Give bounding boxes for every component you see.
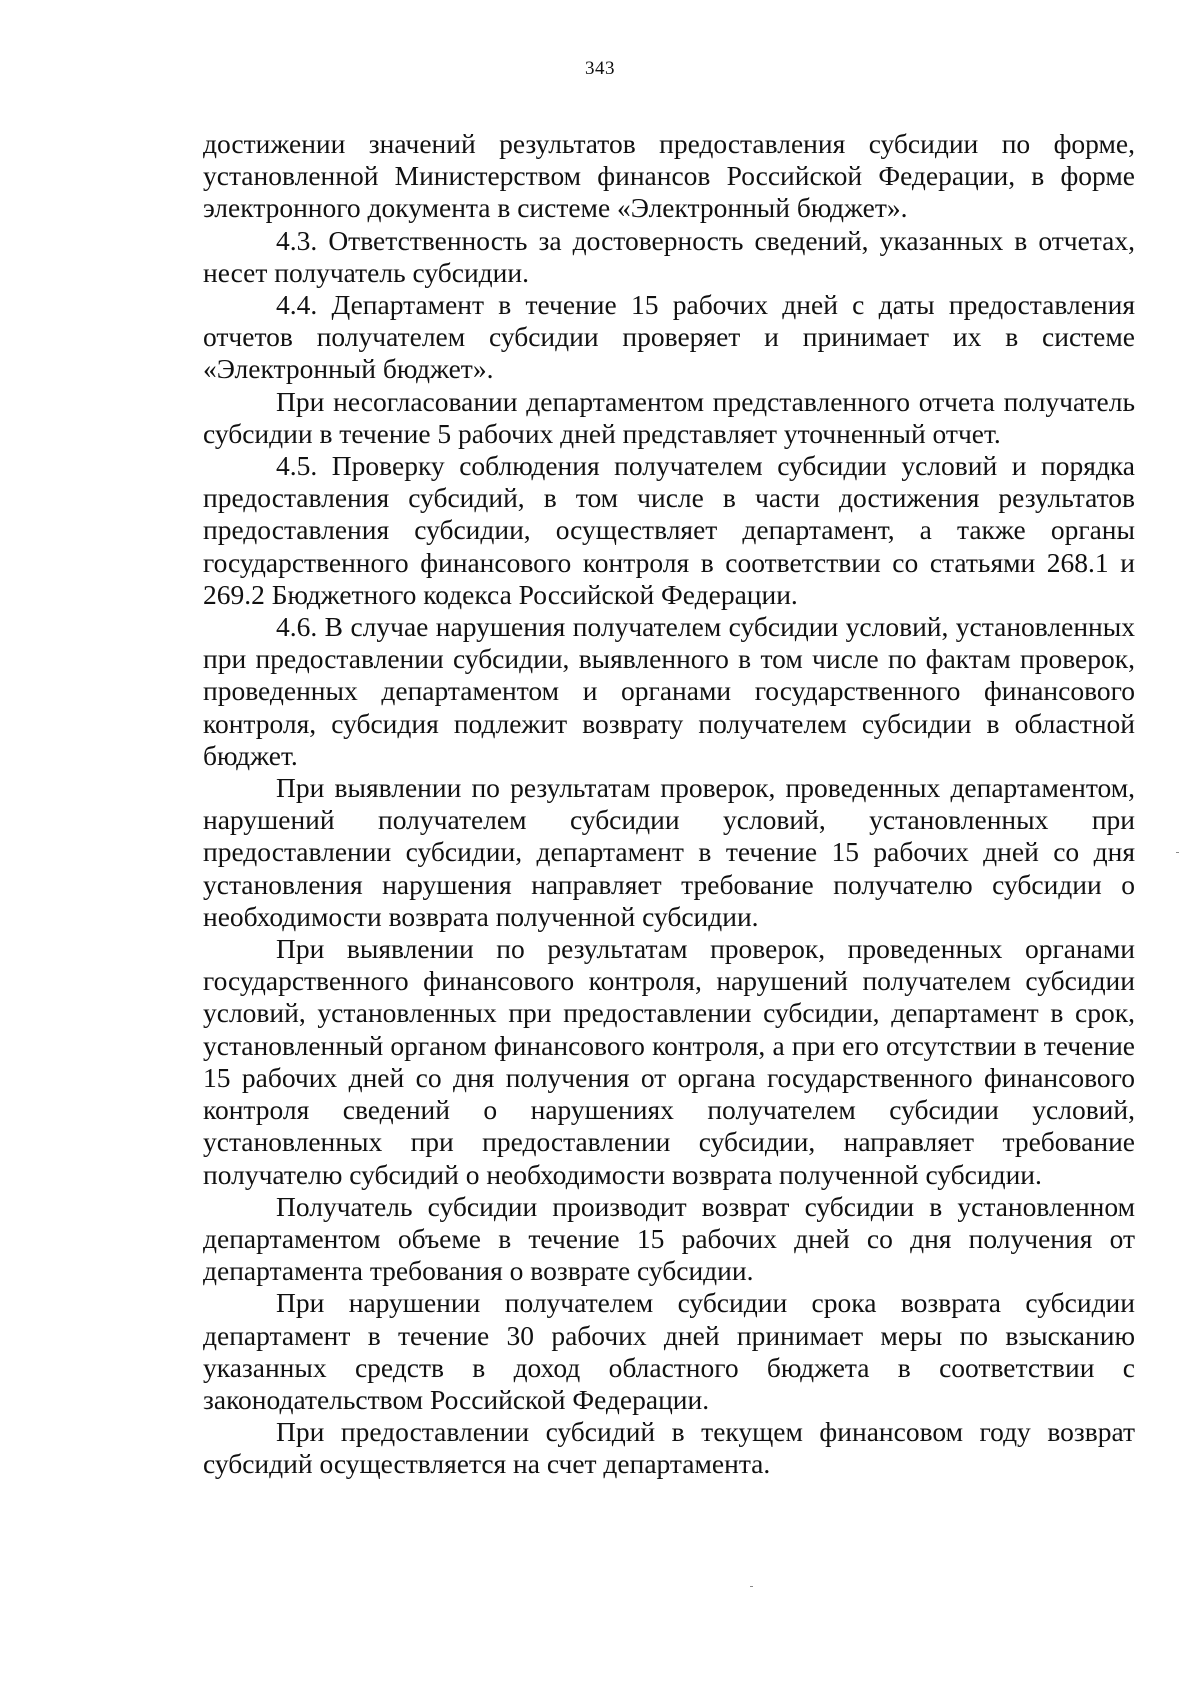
- paragraph-refund-violation: При нарушении получателем субсидии срока возврата субсидии департамент в течение 30 рабочих дней принимает меры по взысканию указанных средств в доход областного бюджета в соответствии с законодательством Российской Федерации.: [203, 1287, 1135, 1415]
- paragraph-4-6: 4.6. В случае нарушения получателем субсидии условий, установленных при предоставлении субсидии, выявленного в том числе по фактам проверок, проведенных департаментом и органами государственного финансового контроля, субсидия подлежит возврату получателем субсидии в областной бюджет.: [203, 611, 1135, 771]
- paragraph-current-year-refund: При предоставлении субсидий в текущем финансовом году возврат субсидий осуществляется на счет департамента.: [203, 1416, 1135, 1480]
- paragraph-control-check: При выявлении по результатам проверок, проведенных органами государственного финансового контроля, нарушений получателем субсидии условий, установленных при предоставлении субсидии, департамент в срок, установленный органом финансового контроля, а при его отсутствии в течение 15 рабочих дней со дня получения от органа государственного финансового контроля сведений о нарушениях получателем субсидии условий, установленных при предоставлении субсидии, направляет требование получателю субсидий о необходимости возврата полученной субсидии.: [203, 933, 1135, 1190]
- paragraph-department-check: При выявлении по результатам проверок, проведенных департаментом, нарушений получателем субсидии условий, установленных при предоставлении субсидии, департамент в течение 15 рабочих дней со дня установления нарушения направляет требование получателю субсидии о необходимости возврата полученной субсидии.: [203, 772, 1135, 932]
- paragraph-4-5: 4.5. Проверку соблюдения получателем субсидии условий и порядка предоставления субсидий, в том числе в части достижения результатов предоставления субсидии, осуществляет департамент, а также органы государственного финансового контроля в соответствии со статьями 268.1 и 269.2 Бюджетного кодекса Российской Федерации.: [203, 450, 1135, 610]
- paragraph-refund-term: Получатель субсидии производит возврат субсидии в установленном департаментом объеме в течение 15 рабочих дней со дня получения от департамента требования о возврате субсидии.: [203, 1190, 1135, 1287]
- paragraph-4-4-refinement: При несогласовании департаментом представленного отчета получатель субсидии в течение 5 рабочих дней представляет уточненный отчет.: [203, 385, 1135, 449]
- scan-speck: [1176, 852, 1179, 853]
- paragraph-4-3: 4.3. Ответственность за достоверность сведений, указанных в отчетах, несет получатель субсидии.: [203, 224, 1135, 288]
- paragraph-continuation: достижении значений результатов предоставления субсидии по форме, установленной Министерством финансов Российской Федерации, в форме электронного документа в системе «Электронный бюджет».: [203, 128, 1135, 224]
- document-body: [203, 128, 1135, 1481]
- page-number: 343: [585, 58, 615, 79]
- paragraph-4-4: 4.4. Департамент в течение 15 рабочих дней с даты предоставления отчетов получателем субсидии проверяет и принимает их в системе «Электронный бюджет».: [203, 289, 1135, 385]
- scan-speck: [750, 1586, 753, 1587]
